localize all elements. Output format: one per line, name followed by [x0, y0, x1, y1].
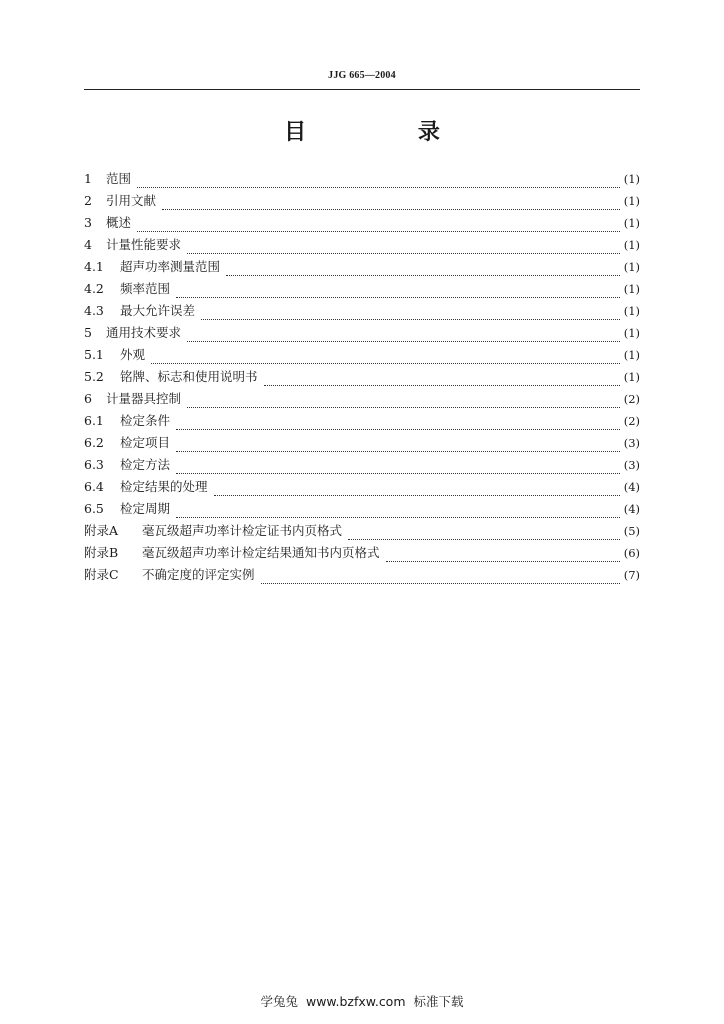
toc-entry[interactable] — [84, 215, 640, 237]
toc-entry[interactable] — [84, 171, 640, 193]
footer-watermark: 学兔兔 www.bzfxw.com 标准下载 — [260, 994, 464, 1009]
toc-entry-label: 超声功率测量范围 — [120, 259, 221, 274]
toc-entry-label: 检定周期 — [120, 501, 171, 516]
toc-entry-number: 6.3 — [84, 457, 104, 472]
standard-code-header: JJG 665—2004 — [328, 70, 396, 81]
toc-entry-label: 检定方法 — [120, 457, 171, 472]
toc-entry-page: (1) — [623, 326, 640, 340]
dot-leader — [137, 186, 620, 188]
toc-entry-label: 铭牌、标志和使用说明书 — [120, 369, 258, 384]
toc-entry-page: (1) — [623, 238, 640, 252]
dot-leader — [386, 560, 620, 562]
toc-entry-page: (6) — [623, 546, 640, 560]
toc-entry-number: 6.5 — [84, 501, 104, 516]
toc-entry-label: 最大允许误差 — [120, 303, 196, 318]
toc-entry[interactable] — [84, 479, 640, 501]
dot-leader — [187, 252, 620, 254]
toc-entry-number: 5.2 — [84, 369, 104, 384]
dot-leader — [176, 428, 620, 430]
toc-entry-page: (3) — [623, 436, 640, 450]
dot-leader — [264, 384, 620, 386]
toc-entry-page: (4) — [623, 480, 640, 494]
toc-entry-page: (1) — [623, 194, 640, 208]
toc-entry[interactable] — [84, 237, 640, 259]
toc-entry-page: (1) — [623, 370, 640, 384]
dot-leader — [201, 318, 620, 320]
toc-entry-page: (1) — [623, 260, 640, 274]
toc-entry-label: 概述 — [106, 215, 132, 230]
toc-entry-page: (1) — [623, 304, 640, 318]
toc-entry-number: 附录C — [84, 567, 119, 582]
toc-entry[interactable] — [84, 545, 640, 567]
toc-entry[interactable] — [84, 369, 640, 391]
toc-entry-page: (2) — [623, 414, 640, 428]
toc-entry-number: 5 — [84, 325, 92, 340]
dot-leader — [187, 340, 620, 342]
page-title: 目 录 — [284, 120, 492, 145]
toc-entry-label: 范围 — [106, 171, 132, 186]
toc-entry[interactable] — [84, 193, 640, 215]
toc-entry-page: (1) — [623, 216, 640, 230]
toc-entry-number: 2 — [84, 193, 92, 208]
toc-entry[interactable] — [84, 391, 640, 413]
toc-entry-number: 5.1 — [84, 347, 104, 362]
toc-entry-label: 不确定度的评定实例 — [142, 567, 255, 582]
toc-entry-label: 外观 — [120, 347, 146, 362]
toc-entry-number: 4.3 — [84, 303, 104, 318]
toc-entry-number: 6.4 — [84, 479, 104, 494]
toc-entry-number: 4 — [84, 237, 92, 252]
toc-entry-number: 4.2 — [84, 281, 104, 296]
toc-entry-number: 6.1 — [84, 413, 104, 428]
toc-entry[interactable] — [84, 457, 640, 479]
dot-leader — [226, 274, 620, 276]
table-of-contents — [84, 171, 640, 589]
toc-entry-number: 附录A — [84, 523, 119, 538]
toc-entry-page: (7) — [623, 568, 640, 582]
toc-entry[interactable] — [84, 281, 640, 303]
dot-leader — [176, 296, 620, 298]
toc-entry-label: 引用文献 — [106, 193, 157, 208]
toc-entry-label: 毫瓦级超声功率计检定结果通知书内页格式 — [142, 545, 380, 560]
toc-entry-number: 6.2 — [84, 435, 104, 450]
header-rule — [84, 89, 640, 90]
dot-leader — [176, 450, 620, 452]
toc-entry-label: 计量性能要求 — [106, 237, 182, 252]
toc-entry-number: 1 — [84, 171, 92, 186]
toc-entry[interactable] — [84, 501, 640, 523]
dot-leader — [176, 472, 620, 474]
toc-entry-label: 检定条件 — [120, 413, 171, 428]
toc-entry-page: (5) — [623, 524, 640, 538]
dot-leader — [137, 230, 620, 232]
toc-entry-label: 频率范围 — [120, 281, 171, 296]
toc-entry-label: 检定结果的处理 — [120, 479, 208, 494]
dot-leader — [187, 406, 620, 408]
toc-entry-page: (4) — [623, 502, 640, 516]
toc-entry-page: (1) — [623, 172, 640, 186]
dot-leader — [176, 516, 620, 518]
toc-entry-label: 计量器具控制 — [106, 391, 182, 406]
dot-leader — [348, 538, 620, 540]
dot-leader — [162, 208, 620, 210]
dot-leader — [151, 362, 620, 364]
toc-entry[interactable] — [84, 523, 640, 545]
toc-entry-page: (1) — [623, 348, 640, 362]
toc-entry-number: 6 — [84, 391, 92, 406]
toc-entry-label: 检定项目 — [120, 435, 171, 450]
toc-entry[interactable] — [84, 325, 640, 347]
toc-entry[interactable] — [84, 567, 640, 589]
toc-entry[interactable] — [84, 413, 640, 435]
toc-entry-label: 毫瓦级超声功率计检定证书内页格式 — [142, 523, 343, 538]
toc-entry[interactable] — [84, 303, 640, 325]
toc-entry-page: (3) — [623, 458, 640, 472]
toc-entry[interactable] — [84, 259, 640, 281]
toc-entry[interactable] — [84, 435, 640, 457]
toc-entry-number: 附录B — [84, 545, 119, 560]
dot-leader — [261, 582, 620, 584]
dot-leader — [214, 494, 620, 496]
toc-entry-page: (2) — [623, 392, 640, 406]
toc-entry-number: 3 — [84, 215, 92, 230]
toc-entry[interactable] — [84, 347, 640, 369]
toc-entry-number: 4.1 — [84, 259, 104, 274]
toc-entry-page: (1) — [623, 282, 640, 296]
toc-entry-label: 通用技术要求 — [106, 325, 182, 340]
